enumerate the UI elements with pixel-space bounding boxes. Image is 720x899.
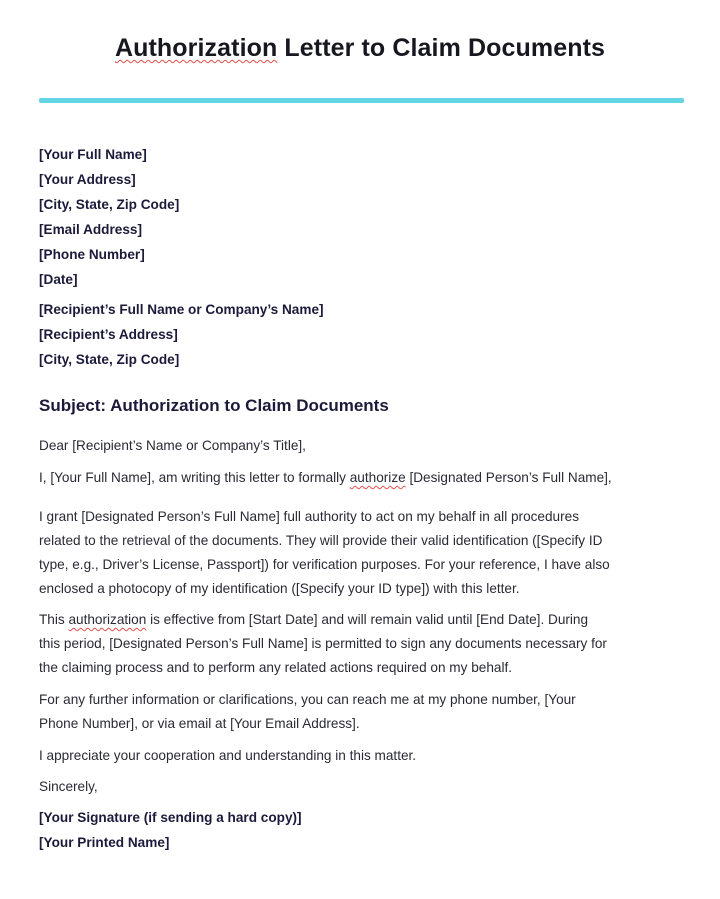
recipient-city-state-zip: [City, State, Zip Code]	[39, 352, 180, 367]
validity-spellcheck-word: authorization	[68, 612, 147, 627]
authority-paragraph	[39, 505, 689, 601]
title-rest: Letter to Claim Documents	[277, 34, 606, 62]
closing-text: Sincerely,	[39, 779, 98, 794]
validity-line-1	[39, 608, 689, 632]
signature-block	[39, 805, 689, 855]
contact-paragraph	[39, 688, 689, 736]
appreciation-text: I appreciate your cooperation and understanding in this matter.	[39, 748, 417, 763]
salutation	[39, 434, 689, 458]
authority-line-1: I grant [Designated Person’s Full Name] full authority to act on my behalf in all procedures	[39, 509, 579, 524]
title-divider	[39, 98, 684, 103]
authority-line-3: type, e.g., Driver’s License, Passport]) for verification purposes. For your reference, I have also	[39, 557, 610, 572]
intro-spellcheck-word: authorize	[349, 470, 406, 485]
intro-paragraph	[39, 466, 689, 490]
authority-line-4: enclosed a photocopy of my identification ([Specify your ID type]) with this letter.	[39, 581, 520, 596]
validity-after: is effective from [Start Date] and will remain valid until [End Date]. During	[146, 612, 589, 627]
closing	[39, 775, 689, 799]
validity-line-2: this period, [Designated Person’s Full Name] is permitted to sign any documents necessary for	[39, 636, 607, 651]
recipient-address: [Recipient’s Address]	[39, 327, 178, 342]
letter-date: [Date]	[39, 272, 78, 287]
salutation-text: Dear [Recipient’s Name or Company’s Title],	[39, 438, 306, 453]
validity-paragraph	[39, 608, 689, 680]
signature-line: [Your Signature (if sending a hard copy)]	[39, 810, 302, 825]
sender-phone: [Phone Number]	[39, 247, 145, 262]
sender-address: [Your Address]	[39, 172, 136, 187]
recipient-block	[39, 297, 689, 372]
contact-line-1: For any further information or clarifications, you can reach me at my phone number, [Your	[39, 692, 576, 707]
intro-line	[39, 466, 689, 490]
sender-name: [Your Full Name]	[39, 147, 147, 162]
validity-line-3: the claiming process and to perform any related actions required on my behalf.	[39, 660, 513, 675]
intro-before: I, [Your Full Name], am writing this letter to formally	[39, 470, 350, 485]
appreciation-paragraph	[39, 744, 689, 768]
intro-after: [Designated Person’s Full Name],	[405, 470, 612, 485]
contact-line-2: Phone Number], or via email at [Your Email Address].	[39, 716, 360, 731]
printed-name-line: [Your Printed Name]	[39, 835, 170, 850]
validity-before: This	[39, 612, 69, 627]
recipient-name: [Recipient’s Full Name or Company’s Name]	[39, 302, 324, 317]
subject-line: Subject: Authorization to Claim Documents	[39, 396, 389, 415]
sender-block	[39, 142, 689, 292]
authority-line-2: related to the retrieval of the documents. They will provide their valid identification ([Specify ID	[39, 533, 603, 548]
sender-email: [Email Address]	[39, 222, 142, 237]
sender-city-state-zip: [City, State, Zip Code]	[39, 197, 180, 212]
title-spellcheck-word: Authorization	[114, 34, 278, 62]
page-title	[0, 34, 720, 63]
